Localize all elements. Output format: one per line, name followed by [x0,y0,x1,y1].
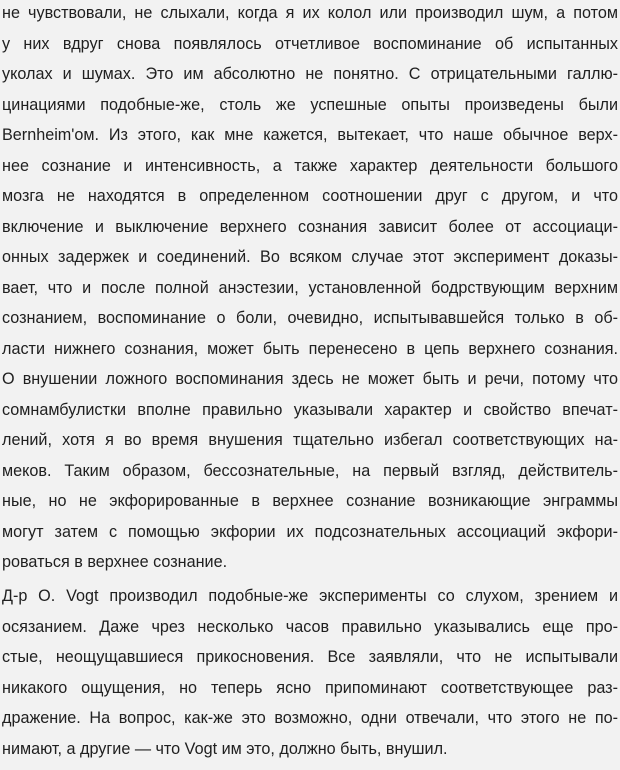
text-line: осязанием. Даже чрез несколько часов правильно указывались еще про- [2,617,618,636]
text-line: включение и выключение верхнего сознания зависит более от ассоциаци- [2,217,618,236]
text-line: ласти нижнего сознания, может быть перенесено в цепь верхнего сознания. [2,339,618,358]
text-line: Bernheim'ом. Из этого, как мне кажется, вытекает, что наше обычное верх- [2,126,618,144]
text-line: могут затем с помощью экфории их подсознательных ассоциаций экфори- [2,522,618,541]
text-line: у них вдруг снова появлялось отчетливое воспоминание об испытанных [2,34,618,53]
text-line: цинациями подобные-же, столь же успешные опыты произведены были [2,95,618,114]
text-line: дражение. На вопрос, как-же это возможно, одни отвечали, что этого не по- [2,709,618,727]
text-line: не чувствовали, не слыхали, когда я их колол или производил шум, а потом [2,4,618,22]
text-line: ные, но не экфорированные в верхнее сознание возникающие энграммы [2,492,618,510]
text-line: нимают, а другие — что Vogt им это, должно быть, внушил. [2,739,448,758]
text-line: никакого ощущения, но теперь ясно припоминают соответствующее раз- [2,678,618,697]
text-line: роваться в верхнее сознание. [2,553,228,571]
text-line: сознанием, воспоминание о боли, очевидно, испытывавшейся только в об- [2,309,618,327]
text-line: лений, хотя я во время внушения тщательно избегал соответствующих на- [2,431,618,449]
text-line: Д-р О. Vogt производил подобные-же эксперименты со слухом, зрением и [2,587,618,605]
text-line: нее сознание и интенсивность, а также характер деятельности большого [2,156,618,175]
text-line: О внушении ложного воспоминания здесь не может быть и речи, потому что [2,370,618,388]
text-line: мозга не находятся в определенном соотношении друг с другом, и что [2,187,618,205]
text-line: меков. Таким образом, бессознательные, на первый взгляд, действитель- [2,461,618,480]
text-line: уколах и шумах. Это им абсолютно не понятно. С отрицательными галлю- [2,65,618,83]
text-line: онных задержек и соединений. Во всяком случае этот эксперимент доказы- [2,248,618,266]
text-line: вает, что и после полной анэстезии, установленной бодрствующим верхним [2,278,618,297]
text-line: сомнамбулистки вполне правильно указывали характер и свойство впечат- [2,400,618,419]
text-line: стые, неощущавшиеся прикосновения. Все заявляли, что не испытывали [2,648,618,666]
